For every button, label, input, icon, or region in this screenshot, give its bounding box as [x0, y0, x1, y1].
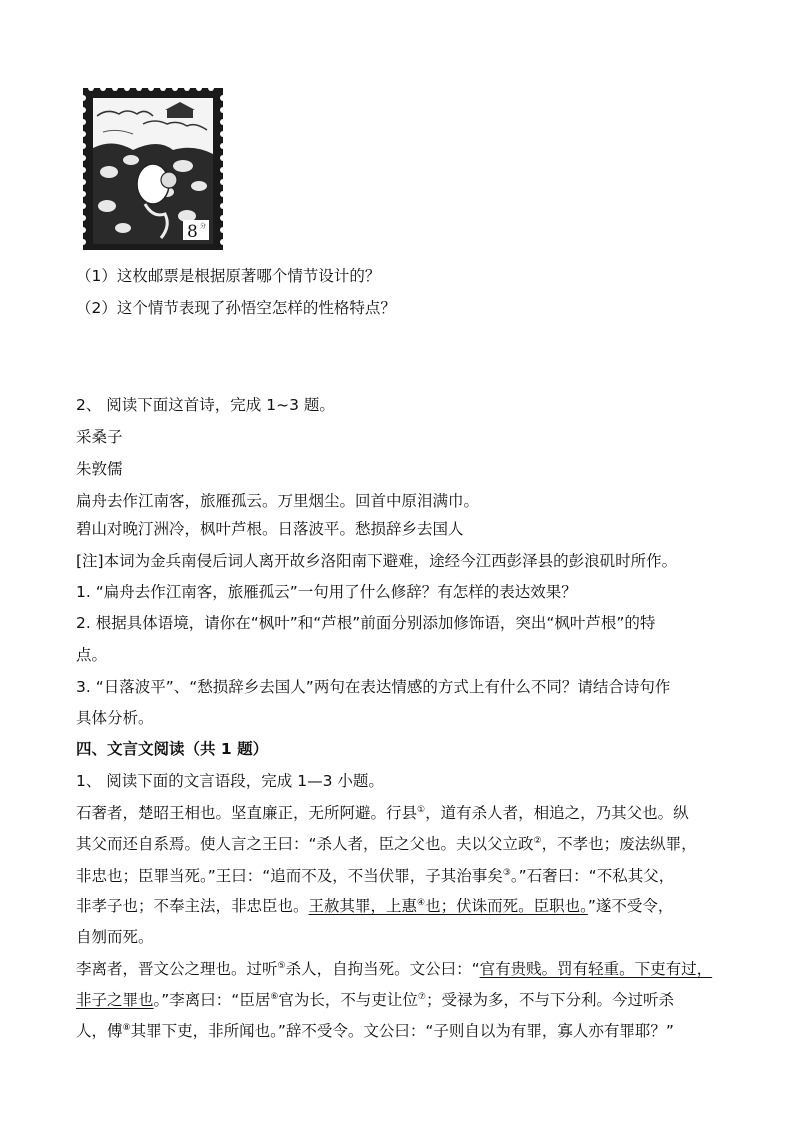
stamp-monkey-king-icon	[83, 88, 223, 250]
poem-question-3-cont: 具体分析。	[76, 709, 154, 727]
stamp-denomination: 8	[187, 222, 198, 242]
section-heading: 四、文言文阅读（共 1 题）	[76, 740, 269, 758]
classical-p1-line-1: 石奢者，楚昭王相也。坚直廉正，无所阿避。行县①，道有杀人者，相追之，乃其父也。纵	[76, 804, 689, 822]
stamp-unit: 分	[200, 223, 207, 230]
classical-p1-line-4: 非孝子也；不奉主法，非忠臣也。王赦其罪，上惠④也；伏诛而死。臣职也。”遂不受令，	[76, 897, 674, 915]
underlined-sentence-2-cont: 非子之罪也	[76, 991, 154, 1009]
poem-question-3: 3. “日落波平”、“愁损辞乡去国人”两句在表达情感的方式上有什么不同？请结合诗句作	[76, 678, 671, 696]
sub-question-1: （1）这枚邮票是根据原著哪个情节设计的？	[76, 267, 381, 285]
poem-question-1: 1. “扁舟去作江南客，旅雁孤云”一句用了什么修辞？有怎样的表达效果？	[76, 583, 577, 601]
sub-question-2: （2）这个情节表现了孙悟空怎样的性格特点？	[76, 299, 396, 317]
classical-p2-line-3: 人，傅⑧其罪下吏，非所闻也。”辞不受令。文公曰：“子则自以为有罪，寡人亦有罪耶？”	[76, 1022, 674, 1040]
poem-note: [注]本词为金兵南侵后词人离开故乡洛阳南下避难，途经今江西彭泽县的彭浪矶时所作。	[76, 552, 678, 570]
poem-title: 采桑子	[76, 428, 123, 446]
classical-p1-line-3: 非忠也；臣罪当死。”王曰：“追而不及，不当伏罪，子其治事矣③。”石奢曰：“不私其父，	[76, 867, 675, 885]
poem-question-2: 2. 根据具体语境，请你在“枫叶”和“芦根”前面分别添加修饰语，突出“枫叶芦根”的特	[76, 614, 656, 632]
classical-p2-line-1: 李离者，晋文公之理也。过听⑤杀人，自拘当死。文公曰：“官有贵贱。罚有轻重。下吏有过，	[76, 960, 713, 978]
poem-line-2: 碧山对晚汀洲冷，枫叶芦根。日落波平。愁损辞乡去国人	[76, 520, 464, 538]
classical-p2-line-2: 非子之罪也。”李离曰：“臣居⑥官为长，不与吏让位⑦；受禄为多，不与下分利。今过听杀	[76, 991, 675, 1009]
poem-question-2-cont: 点。	[76, 646, 108, 664]
poem-line-1: 扁舟去作江南客，旅雁孤云。万里烟尘。回首中原泪满巾。	[76, 492, 480, 510]
underlined-sentence-2: 官有贵贱。罚有轻重。下吏有过，	[479, 960, 713, 978]
classical-p1-line-5: 自刎而死。	[76, 928, 154, 946]
classical-p1-line-2: 其父而还自系焉。使人言之王曰：“杀人者，臣之父也。夫以父立政②，不孝也；废法纵罪，	[76, 835, 697, 853]
poem-author: 朱敦儒	[76, 460, 123, 478]
poem-intro: 2、 阅读下面这首诗，完成 1~3 题。	[76, 396, 335, 414]
underlined-sentence-1: 王赦其罪，上惠④也；伏诛而死。臣职也。	[308, 897, 588, 915]
classical-intro: 1、 阅读下面的文言语段，完成 1—3 小题。	[76, 772, 384, 790]
